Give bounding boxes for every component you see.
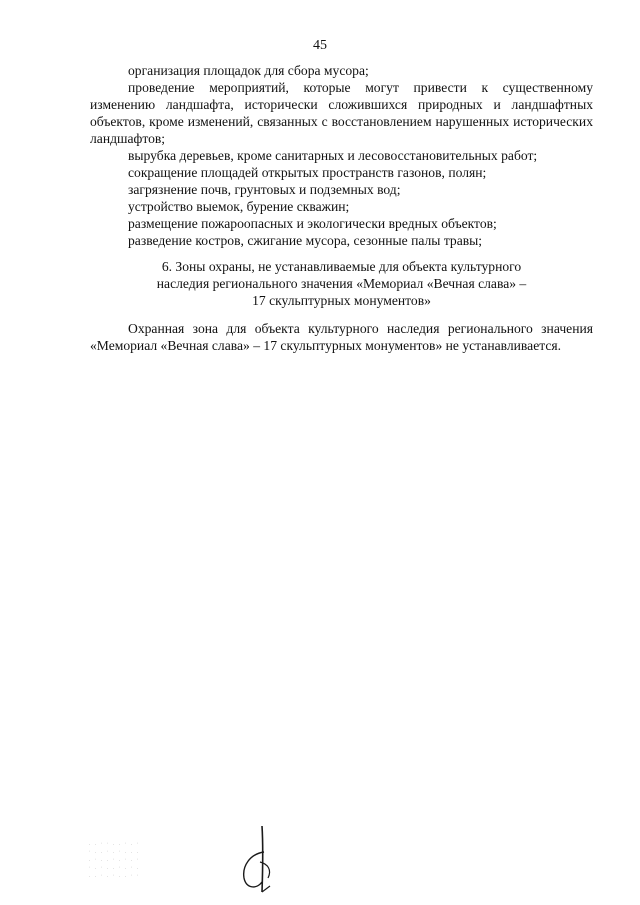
- list-item: устройство выемок, бурение скважин;: [128, 199, 350, 214]
- list-item: организация площадок для сбора мусора;: [128, 63, 369, 78]
- section-title-line: наследия регионального значения «Мемориал «Вечная слава» –: [156, 276, 527, 291]
- list-item: проведение мероприятий, которые могут привести к существенному изменению ландшафта, исторически сложившихся природных и ландшафтных объектов, кроме изменений, связанных с восстановлением нарушенных исторических ландшафтов;: [90, 80, 593, 146]
- faint-stamp: . . · · . . · . · · . . · . · . . . . · . . · . · . · · . · . . · . · . . . · . · . . · ·: [88, 841, 140, 879]
- page-number: 45: [313, 38, 327, 53]
- section-title-line: 6. Зоны охраны, не устанавливаемые для объекта культурного: [161, 259, 522, 274]
- section-title: [90, 258, 593, 309]
- list-item: вырубка деревьев, кроме санитарных и лесовосстановительных работ;: [128, 148, 538, 163]
- restrictions-list: [90, 62, 593, 249]
- list-item: размещение пожароопасных и экологически вредных объектов;: [128, 216, 497, 231]
- section-body: [90, 320, 593, 354]
- section-paragraph: Охранная зона для объекта культурного наследия регионального значения «Мемориал «Вечная слава» – 17 скульптурных монументов» не устанавливается.: [90, 321, 593, 353]
- list-item: загрязнение почв, грунтовых и подземных вод;: [128, 182, 401, 197]
- section-title-line: 17 скульптурных монументов»: [252, 293, 431, 308]
- list-item: сокращение площадей открытых пространств газонов, полян;: [128, 165, 487, 180]
- list-item: разведение костров, сжигание мусора, сезонные палы травы;: [128, 233, 483, 248]
- signature-icon: [232, 822, 292, 897]
